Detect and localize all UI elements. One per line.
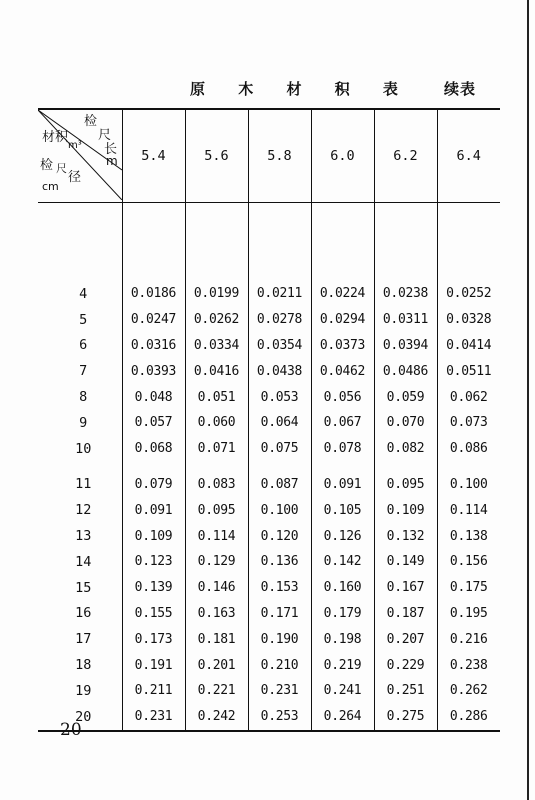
volume-cell: 0.187: [374, 601, 437, 627]
length-header: 5.8: [248, 109, 311, 203]
table-bottom-rule: [38, 730, 500, 732]
volume-cell: 0.0394: [374, 333, 437, 359]
volume-cell: 0.079: [122, 472, 185, 498]
table-row: [38, 652, 500, 678]
volume-cell: 0.100: [437, 472, 500, 498]
length-header: 5.6: [185, 109, 248, 203]
diameter-cell: 7: [38, 358, 122, 384]
volume-cell: 0.100: [248, 497, 311, 523]
length-header: 6.0: [311, 109, 374, 203]
diagonal-header-cell: [38, 109, 122, 203]
diameter-label-3: 径: [68, 170, 82, 185]
table-row: [38, 307, 500, 333]
volume-cell: 0.253: [248, 704, 311, 730]
volume-cell: 0.120: [248, 523, 311, 549]
diameter-cell: 16: [38, 601, 122, 627]
volume-cell: 0.0224: [311, 281, 374, 307]
volume-cell: 0.0462: [311, 358, 374, 384]
diameter-cell: 14: [38, 549, 122, 575]
volume-cell: 0.091: [122, 497, 185, 523]
volume-cell: 0.087: [248, 472, 311, 498]
diameter-label-2: 尺: [56, 162, 67, 175]
diameter-unit: cm: [42, 180, 59, 193]
volume-cell: 0.155: [122, 601, 185, 627]
table-row: [38, 678, 500, 704]
volume-cell: 0.0416: [185, 358, 248, 384]
volume-cell: 0.082: [374, 436, 437, 462]
volume-cell: 0.0252: [437, 281, 500, 307]
volume-cell: 0.0262: [185, 307, 248, 333]
diameter-label-1: 检: [40, 158, 54, 173]
diameter-cell: 15: [38, 575, 122, 601]
volume-cell: 0.210: [248, 652, 311, 678]
length-label-2: 尺: [98, 128, 112, 143]
table-row: [38, 626, 500, 652]
volume-cell: 0.195: [437, 601, 500, 627]
volume-cell: 0.0414: [437, 333, 500, 359]
length-header: 6.2: [374, 109, 437, 203]
volume-cell: 0.173: [122, 626, 185, 652]
diameter-cell: 13: [38, 523, 122, 549]
length-unit: m: [106, 154, 118, 168]
volume-cell: 0.114: [185, 523, 248, 549]
volume-cell: 0.0334: [185, 333, 248, 359]
volume-cell: 0.057: [122, 410, 185, 436]
volume-cell: 0.221: [185, 678, 248, 704]
table-row: [38, 575, 500, 601]
volume-cell: 0.171: [248, 601, 311, 627]
volume-cell: 0.083: [185, 472, 248, 498]
volume-cell: 0.211: [122, 678, 185, 704]
table-row: [38, 410, 500, 436]
diameter-cell: 4: [38, 281, 122, 307]
volume-cell: 0.0278: [248, 307, 311, 333]
volume-cell: 0.071: [185, 436, 248, 462]
volume-cell: 0.132: [374, 523, 437, 549]
volume-cell: 0.167: [374, 575, 437, 601]
volume-cell: 0.0438: [248, 358, 311, 384]
diameter-cell: 18: [38, 652, 122, 678]
volume-cell: 0.136: [248, 549, 311, 575]
volume-cell: 0.190: [248, 626, 311, 652]
volume-cell: 0.064: [248, 410, 311, 436]
length-label-1: 检: [84, 114, 98, 129]
volume-table-container: [38, 108, 500, 732]
spacer-row: [38, 203, 500, 282]
diameter-cell: 20: [38, 704, 122, 730]
volume-cell: 0.0311: [374, 307, 437, 333]
volume-cell: 0.073: [437, 410, 500, 436]
diameter-cell: 11: [38, 472, 122, 498]
volume-cell: 0.139: [122, 575, 185, 601]
length-label-3: 长: [104, 142, 118, 157]
volume-cell: 0.059: [374, 384, 437, 410]
volume-cell: 0.070: [374, 410, 437, 436]
header-row: [38, 109, 500, 203]
volume-cell: 0.0393: [122, 358, 185, 384]
volume-cell: 0.091: [311, 472, 374, 498]
volume-cell: 0.109: [122, 523, 185, 549]
diameter-cell: 19: [38, 678, 122, 704]
volume-cell: 0.264: [311, 704, 374, 730]
table-row: [38, 384, 500, 410]
volume-cell: 0.181: [185, 626, 248, 652]
volume-cell: 0.129: [185, 549, 248, 575]
table-row: [38, 601, 500, 627]
volume-cell: 0.156: [437, 549, 500, 575]
table-row: [38, 436, 500, 462]
volume-cell: 0.105: [311, 497, 374, 523]
volume-cell: 0.051: [185, 384, 248, 410]
group-gap-row: [38, 462, 500, 472]
volume-cell: 0.062: [437, 384, 500, 410]
volume-cell: 0.109: [374, 497, 437, 523]
table-row: [38, 523, 500, 549]
volume-cell: 0.060: [185, 410, 248, 436]
page-number: 20: [60, 720, 82, 740]
volume-cell: 0.053: [248, 384, 311, 410]
volume-cell: 0.138: [437, 523, 500, 549]
volume-cell: 0.067: [311, 410, 374, 436]
volume-cell: 0.0294: [311, 307, 374, 333]
volume-cell: 0.275: [374, 704, 437, 730]
volume-cell: 0.229: [374, 652, 437, 678]
volume-cell: 0.142: [311, 549, 374, 575]
volume-cell: 0.0354: [248, 333, 311, 359]
diameter-cell: 6: [38, 333, 122, 359]
volume-cell: 0.0199: [185, 281, 248, 307]
volume-cell: 0.0328: [437, 307, 500, 333]
diameter-cell: 9: [38, 410, 122, 436]
volume-table: [38, 108, 500, 730]
diameter-cell: 12: [38, 497, 122, 523]
table-row: [38, 472, 500, 498]
diameter-cell: 17: [38, 626, 122, 652]
volume-cell: 0.242: [185, 704, 248, 730]
volume-cell: 0.0486: [374, 358, 437, 384]
volume-cell: 0.068: [122, 436, 185, 462]
volume-cell: 0.198: [311, 626, 374, 652]
volume-unit: m³: [68, 140, 82, 151]
diameter-cell: 5: [38, 307, 122, 333]
volume-cell: 0.114: [437, 497, 500, 523]
volume-cell: 0.251: [374, 678, 437, 704]
volume-cell: 0.163: [185, 601, 248, 627]
table-row: [38, 281, 500, 307]
volume-cell: 0.078: [311, 436, 374, 462]
length-header: 5.4: [122, 109, 185, 203]
volume-cell: 0.216: [437, 626, 500, 652]
table-row: [38, 549, 500, 575]
volume-label: 材积: [42, 130, 69, 145]
volume-cell: 0.075: [248, 436, 311, 462]
volume-cell: 0.0316: [122, 333, 185, 359]
volume-cell: 0.191: [122, 652, 185, 678]
volume-cell: 0.219: [311, 652, 374, 678]
volume-cell: 0.056: [311, 384, 374, 410]
continued-label: 续表: [444, 80, 477, 98]
diameter-cell: 8: [38, 384, 122, 410]
volume-cell: 0.086: [437, 436, 500, 462]
length-header: 6.4: [437, 109, 500, 203]
volume-cell: 0.160: [311, 575, 374, 601]
table-title: 原 木 材 积 表: [190, 80, 412, 98]
table-row: [38, 704, 500, 730]
volume-cell: 0.231: [122, 704, 185, 730]
volume-cell: 0.126: [311, 523, 374, 549]
volume-cell: 0.095: [185, 497, 248, 523]
volume-cell: 0.0211: [248, 281, 311, 307]
volume-cell: 0.123: [122, 549, 185, 575]
volume-cell: 0.048: [122, 384, 185, 410]
volume-cell: 0.0511: [437, 358, 500, 384]
volume-cell: 0.146: [185, 575, 248, 601]
volume-cell: 0.241: [311, 678, 374, 704]
volume-cell: 0.0238: [374, 281, 437, 307]
volume-cell: 0.238: [437, 652, 500, 678]
volume-cell: 0.153: [248, 575, 311, 601]
volume-cell: 0.231: [248, 678, 311, 704]
table-row: [38, 358, 500, 384]
volume-cell: 0.207: [374, 626, 437, 652]
volume-cell: 0.175: [437, 575, 500, 601]
volume-cell: 0.149: [374, 549, 437, 575]
volume-cell: 0.095: [374, 472, 437, 498]
table-row: [38, 333, 500, 359]
volume-cell: 0.286: [437, 704, 500, 730]
volume-cell: 0.0186: [122, 281, 185, 307]
volume-cell: 0.262: [437, 678, 500, 704]
table-row: [38, 497, 500, 523]
volume-cell: 0.179: [311, 601, 374, 627]
volume-cell: 0.201: [185, 652, 248, 678]
diameter-cell: 10: [38, 436, 122, 462]
volume-cell: 0.0373: [311, 333, 374, 359]
volume-cell: 0.0247: [122, 307, 185, 333]
page-edge-line: [527, 0, 529, 800]
